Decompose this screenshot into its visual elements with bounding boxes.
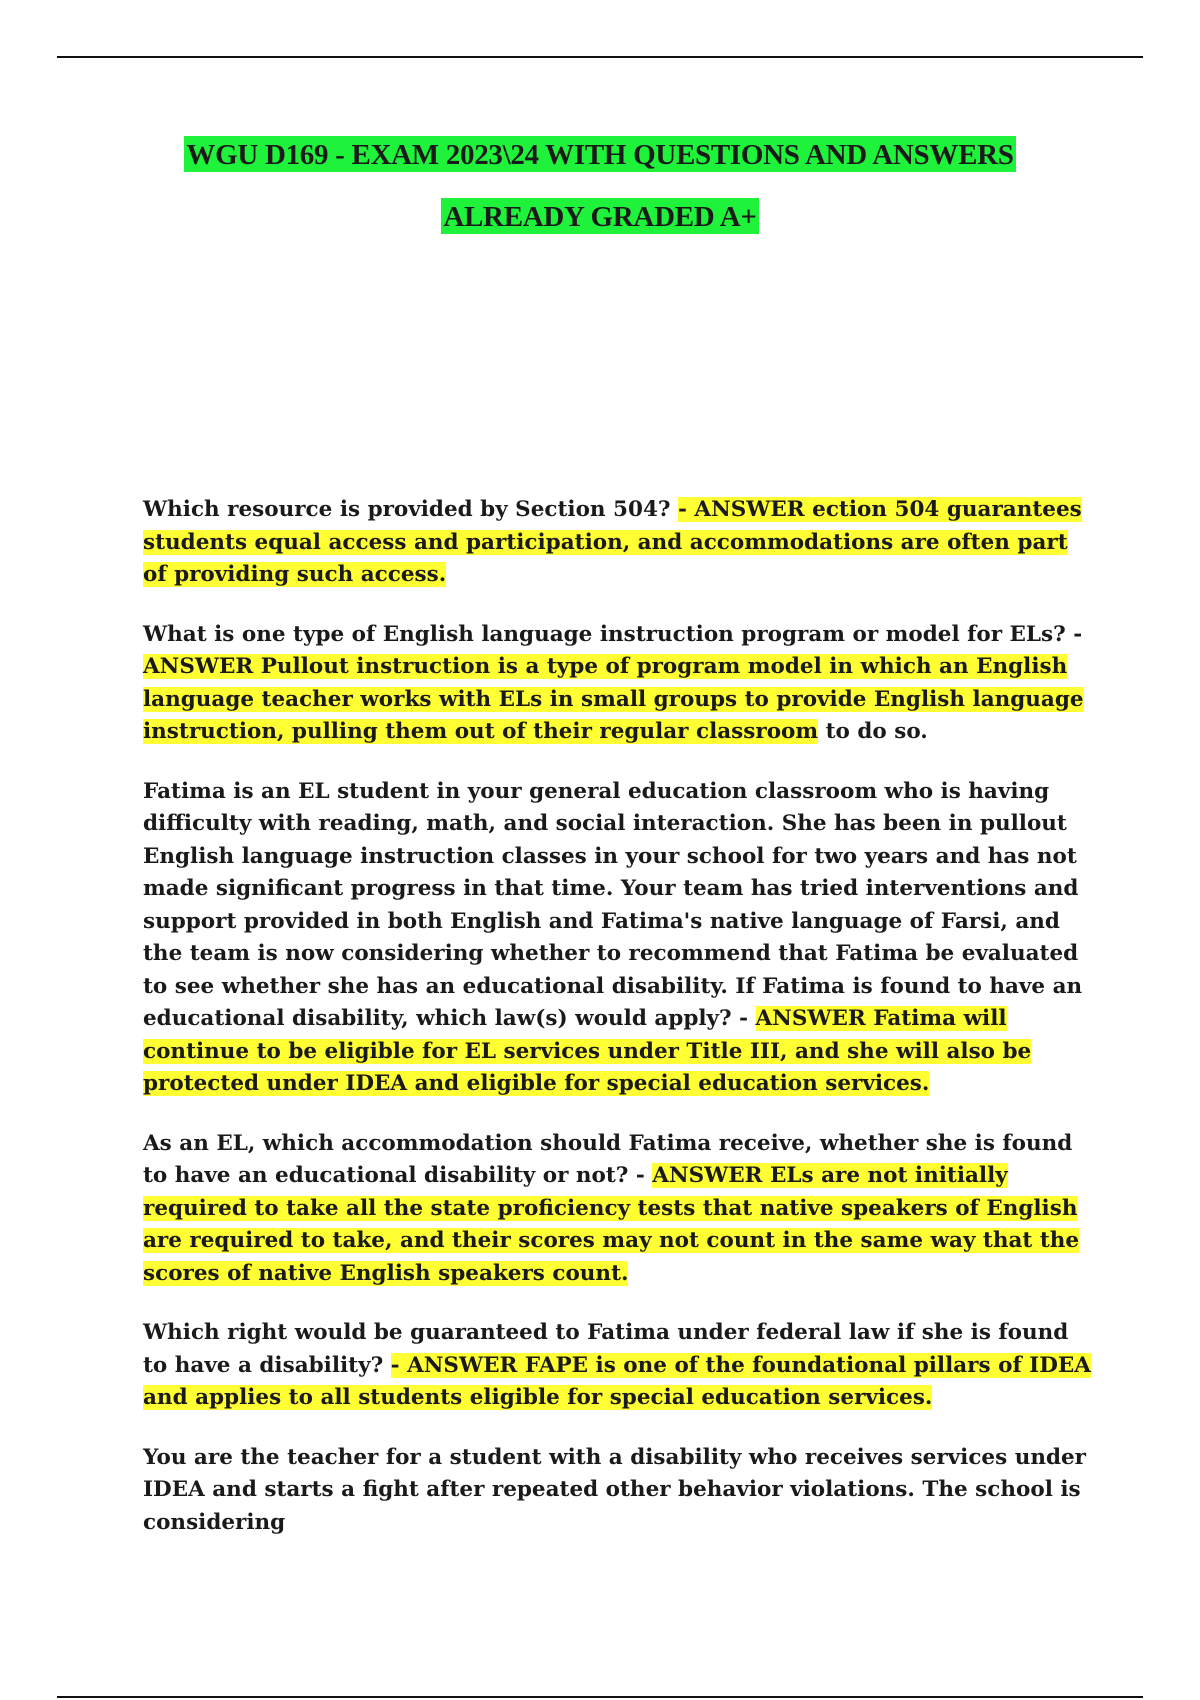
answer-text: ANSWER Pullout instruction is a type of program model in which an English language teacher works with ELs in small groups to provide English language instruction, pulling them out of their regular classroom [143, 654, 1084, 744]
answer-text: - ANSWER ection 504 guarantees students equal access and participation, and accommodations are often part of providing such access. [143, 497, 1082, 587]
title-line-1: WGU D169 - EXAM 2023\24 WITH QUESTIONS AND ANSWERS [184, 136, 1015, 172]
question-text: As an EL, which accommodation should Fatima receive, whether she is found to have an educational disability or not? - [143, 1130, 1073, 1188]
answer-text: ANSWER ELs are not initially required to take all the state proficiency tests that native speakers of English are required to take, and their scores may not count in the same way that the scores of native English speakers count. [143, 1163, 1080, 1286]
qa-item [143, 494, 1096, 592]
qa-item [143, 1317, 1096, 1415]
answer-text: - ANSWER FAPE is one of the foundational pillars of IDEA and applies to all students eligible for special education services. [143, 1352, 1091, 1410]
question-text: Fatima is an EL student in your general education classroom who is having difficulty with reading, math, and social interaction. She has been in pullout English language instruction classes in your school for two years and has not made significant progress in that time. Your team has tried interventions and support provided in both English and Fatima's native language of Farsi, and the team is now considering whether to recommend that Fatima be evaluated to see whether she has an educational disability. If Fatima is found to have an educational disability, which law(s) would apply? - [143, 778, 1083, 1031]
qa-item [143, 776, 1096, 1101]
qa-item [143, 1128, 1096, 1291]
qa-list [143, 494, 1096, 1566]
qa-item [143, 619, 1096, 749]
question-text: Which right would be guaranteed to Fatima under federal law if she is found to have a disability? [143, 1320, 1069, 1378]
qa-item [143, 1442, 1096, 1540]
document-title [0, 136, 1200, 234]
answer-text: ANSWER Fatima will continue to be eligible for EL services under Title III, and she will also be protected under IDEA and eligible for special education services. [143, 1006, 1032, 1096]
question-text: You are the teacher for a student with a disability who receives services under IDEA and starts a fight after repeated other behavior violations. The school is considering [143, 1444, 1087, 1535]
question-text: Which resource is provided by Section 504? [143, 497, 678, 522]
title-line-2: ALREADY GRADED A+ [441, 198, 758, 234]
bottom-rule [57, 1696, 1143, 1698]
answer-tail-text: to do so. [818, 719, 928, 744]
question-text: What is one type of English language instruction program or model for ELs? - [143, 621, 1083, 647]
top-rule [57, 56, 1143, 58]
